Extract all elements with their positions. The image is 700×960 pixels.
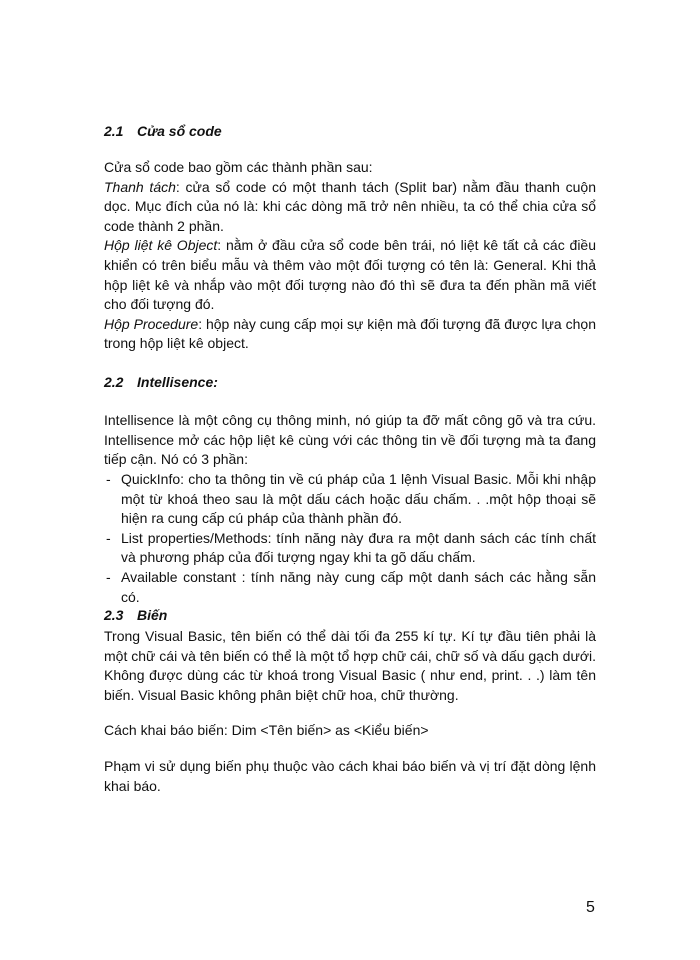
page-number: 5	[586, 899, 595, 916]
section-2-3-p1	[104, 627, 596, 705]
list-item-text: List properties/Methods: tính năng này đưa ra một danh sách các tính chất và phương pháp của đối tượng ngay khi ta gõ dấu chấm.	[121, 529, 596, 566]
paragraph: Cửa sổ code bao gồm các thành phần sau:	[104, 159, 373, 175]
heading-2-3	[104, 607, 167, 623]
heading-number: 2.2	[104, 374, 124, 390]
term: Hộp liệt kê Object	[104, 237, 218, 254]
section-2-3-p2	[104, 721, 596, 741]
paragraph	[104, 178, 596, 237]
bullet-mark: -	[106, 471, 111, 487]
section-2-2-list	[104, 470, 596, 607]
bullet-mark: -	[106, 568, 111, 585]
section-2-1-body	[104, 158, 596, 354]
term-text: : cửa sổ code có một thanh tách (Split bar) nằm đầu thanh cuộn dọc. Mục đích của nó là: khi các dòng mã trở nên nhiều, ta có thể chia cửa sổ code thành 2 phần.	[104, 178, 596, 234]
list-item	[104, 470, 596, 529]
bullet-mark: -	[106, 529, 111, 546]
heading-title: Biến	[137, 607, 168, 623]
heading-title: Intellisence:	[137, 374, 218, 390]
paragraph: Trong Visual Basic, tên biến có thể dài tối đa 255 kí tự. Kí tự đầu tiên phải là một chữ cái và tên biến có thể là một tổ hợp chữ cái, chữ số và dấu gạch dưới. Không được dùng các từ khoá trong Visual Basic ( như end, print. . .) làm tên biến. Visual Basic không phân biệt chữ hoa, chữ thường.	[104, 628, 596, 703]
paragraph: Intellisence là một công cụ thông minh, nó giúp ta đỡ mất công gõ và tra cứu. Intellisence mở các hộp liệt kê cùng với các thông tin về đối tượng mà ta đang tiếp cận. Nó có 3 phần:	[104, 412, 596, 468]
section-2-2-intro	[104, 411, 596, 470]
list-item	[104, 568, 596, 607]
paragraph: Cách khai báo biến: Dim <Tên biến> as <Kiểu biến>	[104, 722, 429, 738]
term-text: : nằm ở đầu cửa sổ code bên trái, nó liệt kê tất cả các điều khiển có trên biểu mẫu và thêm vào một đối tượng có tên là: General. Khi thả hộp liệt kê và nhắp vào một đối tượng nào đó thì sẽ đưa ta đến phần mã viết cho đối tượng đó.	[104, 237, 597, 313]
term: Hộp Procedure	[104, 315, 199, 332]
section-2-3-p3	[104, 757, 596, 796]
paragraph: Phạm vi sử dụng biến phụ thuộc vào cách khai báo biến và vị trí đặt dòng lệnh khai báo.	[104, 758, 596, 794]
heading-number: 2.1	[104, 123, 124, 139]
term: Thanh tách	[104, 178, 176, 195]
heading-2-2	[104, 374, 218, 390]
list-item-text: Available constant : tính năng này cung cấp một danh sách các hằng sẵn có.	[121, 568, 596, 605]
list-item-text: QuickInfo: cho ta thông tin về cú pháp của 1 lệnh Visual Basic. Mỗi khi nhập một từ khoá theo sau là một dấu cách hoặc dấu chấm. . .một hộp thoại sẽ hiện ra cung cấp cú pháp của thành phần đó.	[121, 471, 596, 527]
paragraph	[104, 236, 596, 314]
heading-title: Cửa sổ code	[137, 123, 222, 139]
list-item	[104, 529, 596, 568]
heading-2-1	[104, 123, 222, 139]
term-text: : hộp này cung cấp mọi sự kiện mà đối tượng đã được lựa chọn trong hộp liệt kê object.	[104, 315, 596, 352]
paragraph	[104, 315, 596, 354]
heading-number: 2.3	[104, 607, 124, 623]
